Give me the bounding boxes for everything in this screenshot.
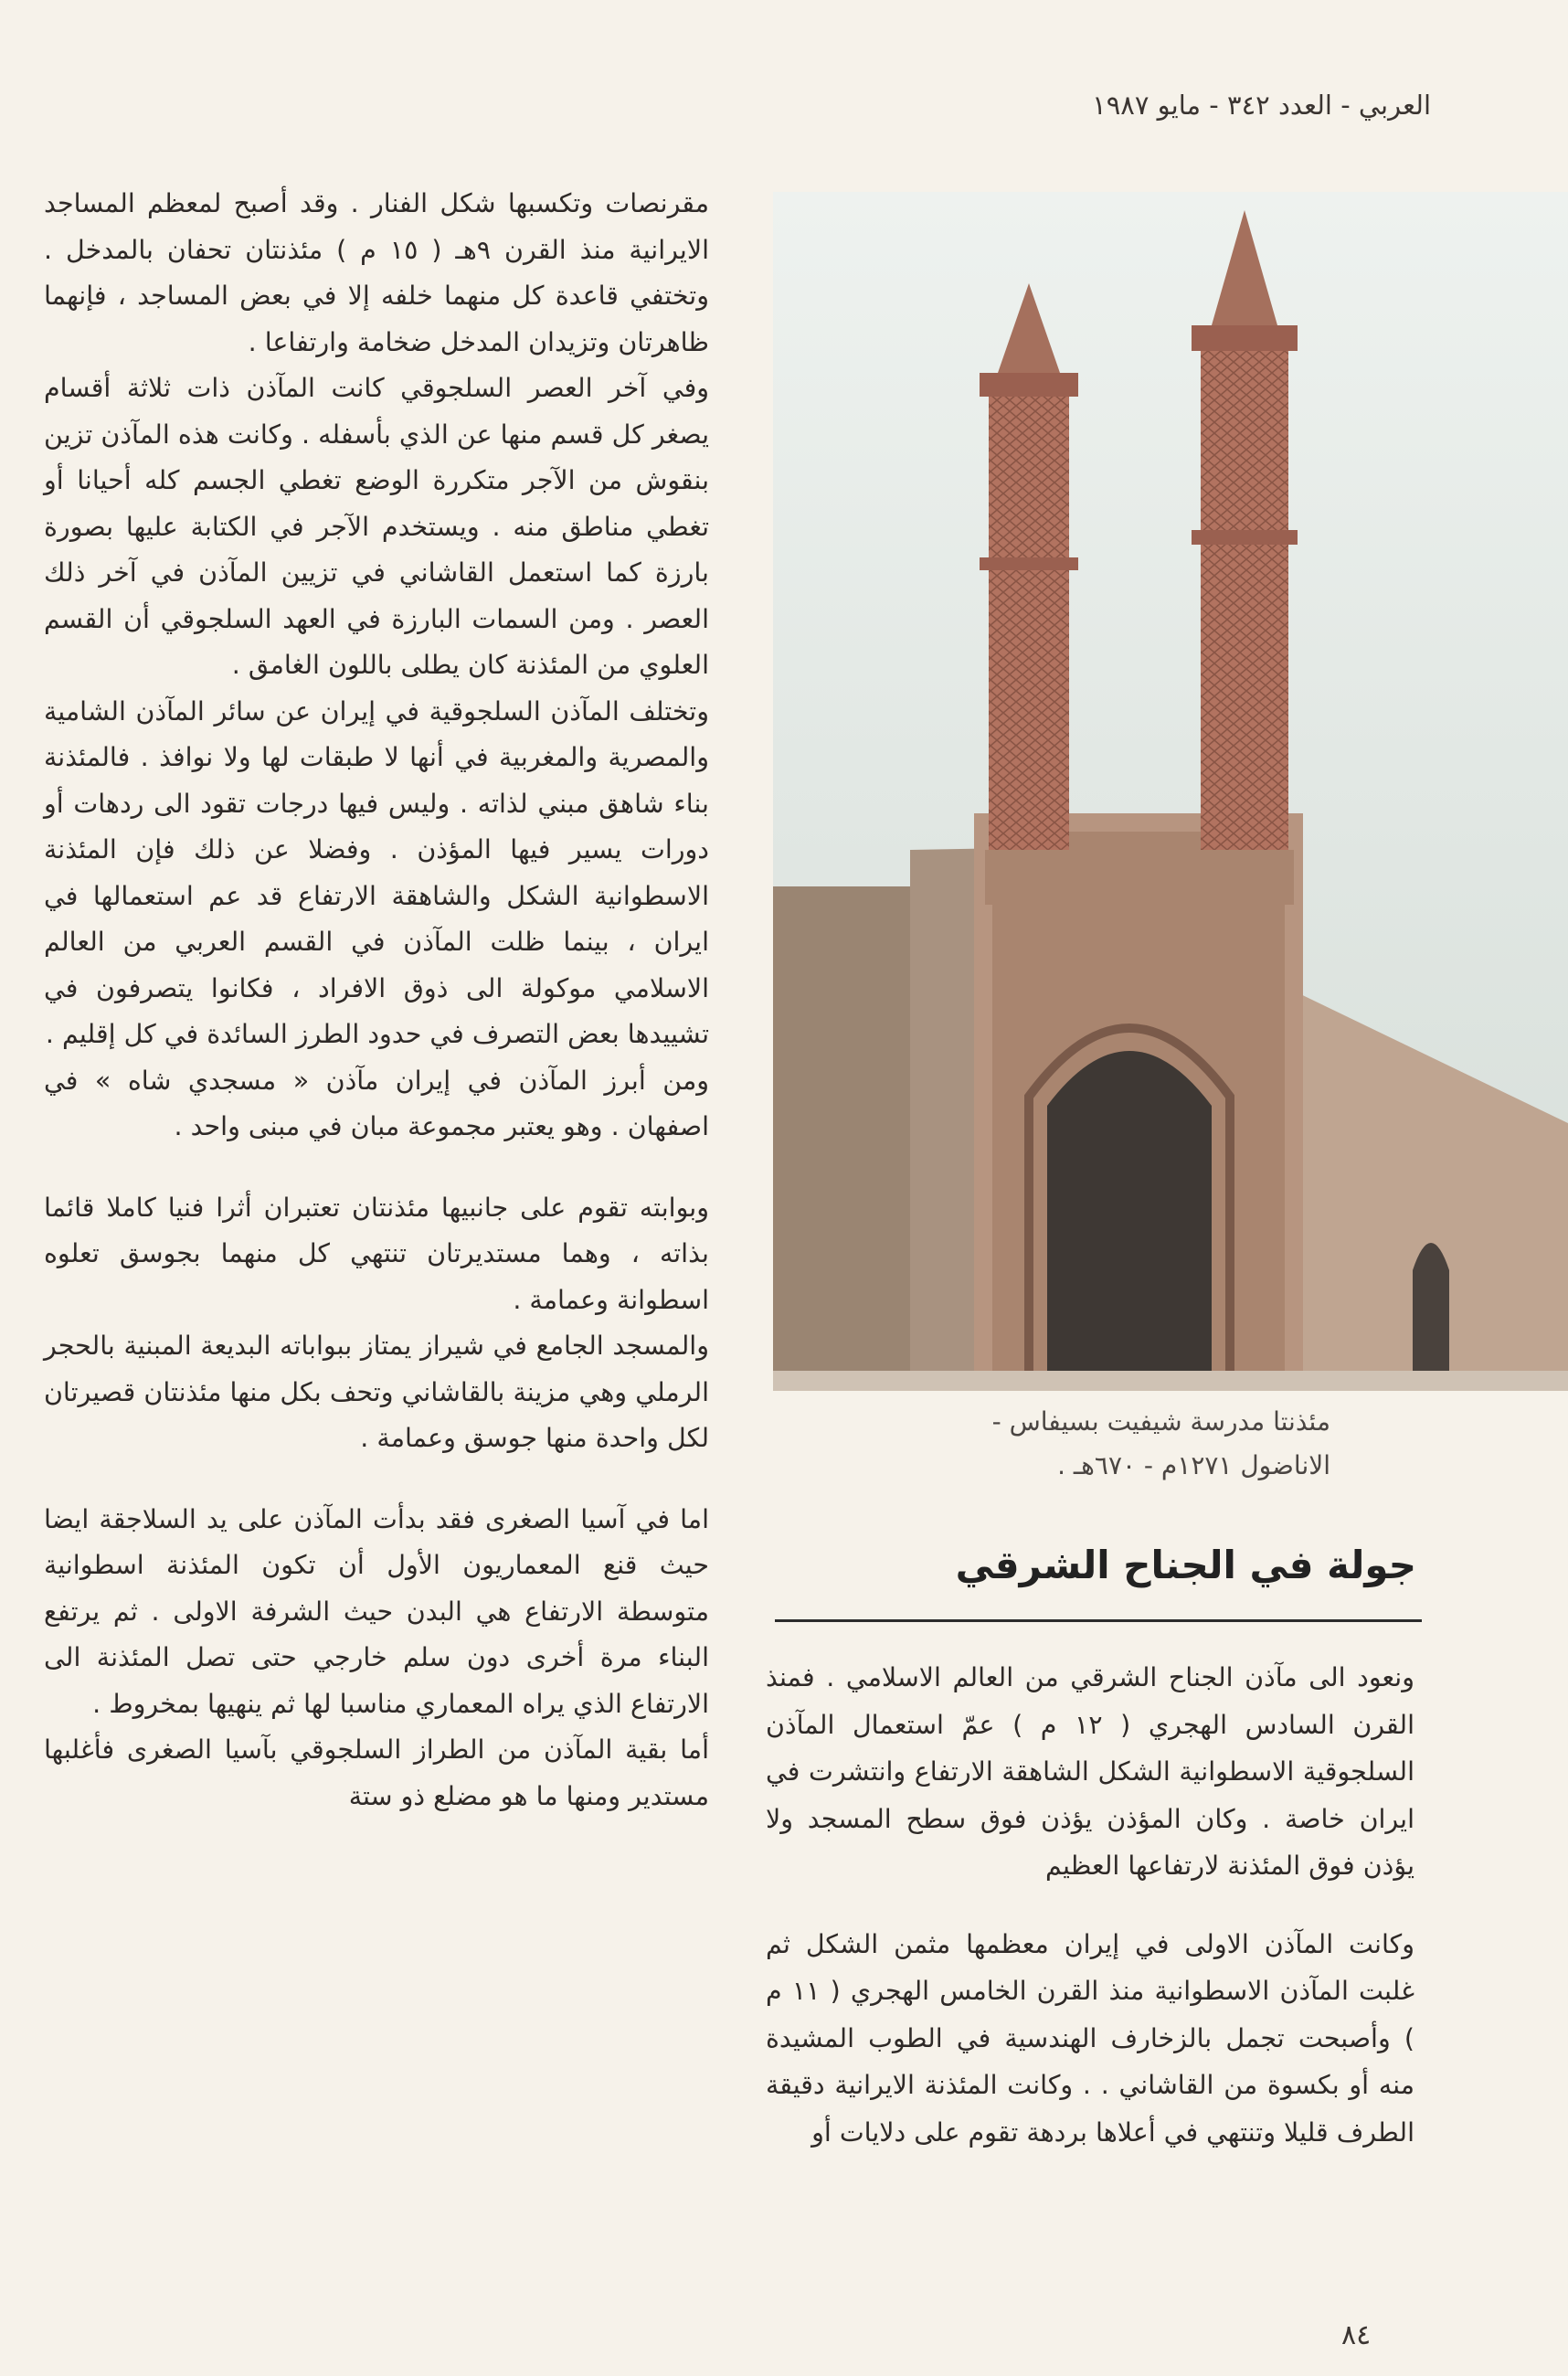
paragraph: ومن أبرز المآذن في إيران مآذن « مسجدي شاه » في اصفهان . وهو يعتبر مجموعة مبان في مبنى واحد . xyxy=(44,1065,709,1141)
minarets-illustration xyxy=(773,192,1568,1391)
left-text-column xyxy=(44,181,709,1819)
right-minaret xyxy=(1201,338,1288,859)
photo-caption xyxy=(773,1400,1330,1488)
left-minaret xyxy=(989,384,1069,859)
paragraph: وكانت المآذن الاولى في إيران معظمها مثمن الشكل ثم غلبت المآذن الاسطوانية منذ القرن الخامس الهجري ( ١١ م ) وأصبحت تجمل بالزخارف الهندسية في الطوب المشيدة منه أو بكسوة من القاشاني . . وكانت المئذنة الايرانية دقيقة الطرف قليلا وتنتهي في أعلاها بردهة تقوم على دلايات أو xyxy=(766,1928,1414,2148)
paragraph: وفي آخر العصر السلجوقي كانت المآذن ذات ثلاثة أقسام يصغر كل قسم منها عن الذي بأسفله . وكانت هذه المآذن تزين بنقوش من الآجر متكررة الوضع تغطي الجسم كله أحيانا أو تغطي مناطق منه . ويستخدم الآجر في الكتابة عليها بصورة بارزة كما استعمل القاشاني في تزيين المآذن في آخر ذلك العصر . ومن السمات البارزة في العهد السلجوقي أن القسم العلوي من المئذنة كان يطلى باللون الغامق . xyxy=(44,373,709,680)
paragraph: ونعود الى مآذن الجناح الشرقي من العالم الاسلامي . فمنذ القرن السادس الهجري ( ١٢ م ) عمّ استعمال المآذن السلجوقية الاسطوانية الشكل الشاهقة الارتفاع وانتشرت في ايران خاصة . وكان المؤذن يؤذن فوق سطح المسجد ولا يؤذن فوق المئذنة لارتفاعها العظيم xyxy=(766,1662,1415,1881)
page-header: العربي - العدد ٣٤٢ - مايو ١٩٨٧ xyxy=(1092,90,1431,121)
paragraph: وبوابته تقوم على جانبيها مئذنتان تعتبران أثرا فنيا كاملا قائما بذاته ، وهما مستديرتان تنتهي كل منهما بجوسق تعلوه اسطوانة وعمامة . xyxy=(44,1192,709,1315)
paragraph: اما في آسيا الصغرى فقد بدأت المآذن على يد السلاجقة ايضا حيث قنع المعماريون الأول أن تكون المئذنة اسطوانية متوسطة الارتفاع هي البدن حيث الشرفة الاولى . ثم يرتفع البناء مرة أخرى دون سلم خارجي حتى تصل المئذنة الى الارتفاع الذي يراه المعماري مناسبا لها ثم ينهيها بمخروط . xyxy=(44,1503,709,1719)
right-text-column xyxy=(766,1654,1414,2156)
paragraph-gap xyxy=(44,1151,709,1185)
page-number: ٨٤ xyxy=(1341,2319,1372,2351)
section-title: جولة في الجناح الشرقي xyxy=(955,1543,1416,1587)
paragraph: والمسجد الجامع في شيراز يمتاز ببواباته البديعة المبنية بالحجر الرملي وهي مزينة بالقاشاني وتحف بكل منها مئذنتان قصيرتان لكل واحدة منها جوسق وعمامة . xyxy=(44,1331,709,1453)
section-rule xyxy=(775,1619,1422,1622)
paragraph: وتختلف المآذن السلجوقية في إيران عن سائر المآذن الشامية والمصرية والمغربية في أنها لا طبقات لها ولا نوافذ . فالمئذنة بناء شاهق مبني لذاته . وليس فيها درجات تقود الى ردهات أو دورات يسير فيها المؤذن . وفضلا عن ذلك فإن المئذنة الاسطوانية الشكل والشاهقة الارتفاع قد عم استعمالها في ايران ، بينما ظلت المآذن في القسم العربي من العالم الاسلامي موكولة الى ذوق الافراد ، فكانوا يتصرفون في تشييدها بعض التصرف في حدود الطرز السائدة في كل إقليم . xyxy=(44,695,709,1049)
paragraph-gap xyxy=(44,1462,709,1497)
caption-line: الاناضول ١٢٧١م - ٦٧٠هـ . xyxy=(1057,1450,1330,1480)
paragraph: أما بقية المآذن من الطراز السلجوقي بآسيا الصغرى فأغلبها مستدير ومنها ما هو مضلع ذو ستة xyxy=(44,1734,709,1811)
paragraph-gap xyxy=(766,1890,1414,1921)
minarets-photo xyxy=(773,192,1568,1391)
caption-line: مئذنتا مدرسة شيفيت بسيفاس - xyxy=(991,1406,1330,1437)
portal-arch xyxy=(1047,1051,1212,1380)
paragraph: مقرنصات وتكسبها شكل الفنار . وقد أصبح لمعظم المساجد الايرانية منذ القرن ٩هـ ( ١٥ م ) مئذنتان تحفان بالمدخل . وتختفي قاعدة كل منهما خلفه إلا في بعض المساجد ، فإنهما ظاهرتان وتزيدان المدخل ضخامة وارتفاعا . xyxy=(44,188,709,357)
